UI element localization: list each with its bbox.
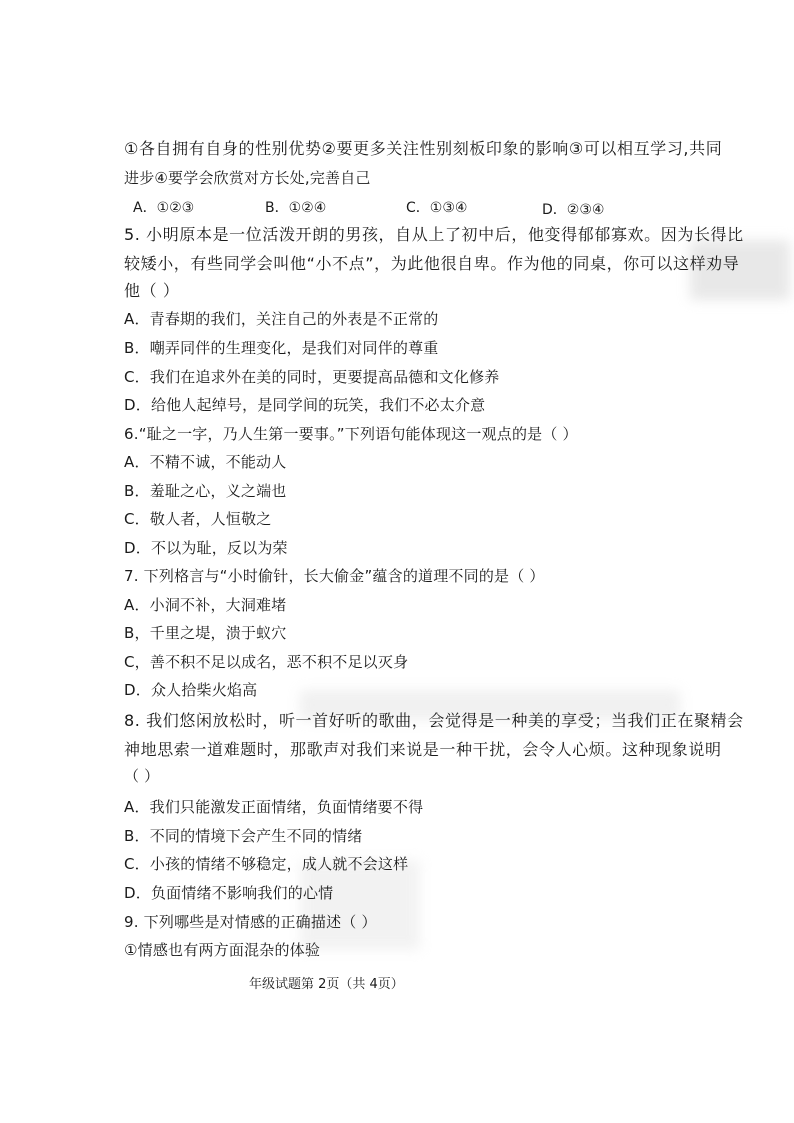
q4-option-c: C．①③④ bbox=[406, 200, 468, 216]
q7-option-d: D．众人拾柴火焰高 bbox=[124, 681, 258, 699]
q5-stem-line1: 5. 小明原本是一位活泼开朗的男孩，自从上了初中后，他变得郁郁寡欢。因为长得比 bbox=[124, 225, 744, 244]
q8-option-a: A．我们只能激发正面情绪，负面情绪要不得 bbox=[124, 798, 424, 816]
q8-option-b: B．不同的情境下会产生不同的情绪 bbox=[124, 827, 363, 845]
q4-option-d: D．②③④ bbox=[542, 202, 605, 218]
q5-stem-line3: 他（ ） bbox=[124, 281, 180, 300]
q7-option-a: A．小洞不补，大洞难堵 bbox=[124, 596, 287, 614]
q5-option-d: D．给他人起绰号，是同学间的玩笑，我们不必太介意 bbox=[124, 396, 486, 414]
page-footer: 年级试题第 2页（共 4页） bbox=[249, 977, 404, 992]
q8-option-c: C．小孩的情绪不够稳定，成人就不会这样 bbox=[124, 855, 409, 873]
q7-stem: 7. 下列格言与“小时偷针，长大偷金”蕴含的道理不同的是（ ） bbox=[124, 567, 545, 585]
q9-stem: 9. 下列哪些是对情感的正确描述（ ） bbox=[124, 913, 377, 931]
q6-option-b: B．羞耻之心，义之端也 bbox=[124, 482, 287, 500]
q6-option-d: D．不以为耻，反以为荣 bbox=[124, 539, 288, 557]
q4-statement-line2: 进步④要学会欣赏对方长处,完善自己 bbox=[124, 169, 371, 187]
q5-option-b: B．嘲弄同伴的生理变化，是我们对同伴的尊重 bbox=[124, 339, 439, 357]
q6-option-c: C．敬人者，人恒敬之 bbox=[124, 510, 272, 528]
q4-statement-line1: ①各自拥有自身的性别优势②要更多关注性别刻板印象的影响③可以相互学习,共同 bbox=[124, 139, 723, 158]
q7-option-c: C，善不积不足以成名，恶不积不足以灭身 bbox=[124, 653, 409, 671]
q7-option-b: B，千里之堤，溃于蚁穴 bbox=[124, 624, 287, 642]
q8-stem-line1: 8. 我们悠闲放松时，听一首好听的歌曲，会觉得是一种美的享受；当我们正在聚精会 bbox=[124, 711, 744, 730]
q5-stem-line2: 较矮小，有些同学会叫他“小不点”，为此他很自卑。作为他的同桌，你可以这样劝导 bbox=[124, 254, 740, 273]
q8-stem-line3: （ ） bbox=[124, 767, 160, 785]
q5-option-a: A．青春期的我们，关注自己的外表是不正常的 bbox=[124, 310, 439, 328]
q4-option-b: B．①②④ bbox=[265, 200, 327, 216]
q8-stem-line2: 神地思索一道难题时，那歌声对我们来说是一种干扰，会令人心烦。这种现象说明 bbox=[124, 740, 722, 759]
q8-option-d: D．负面情绪不影响我们的心情 bbox=[124, 884, 334, 902]
q6-stem: 6.“耻之一字，乃人生第一要事。”下列语句能体现这一观点的是（ ） bbox=[124, 425, 578, 443]
q6-option-a: A．不精不诚，不能动人 bbox=[124, 453, 287, 471]
q9-item-1: ①情感也有两方面混杂的体验 bbox=[124, 941, 321, 959]
q5-option-c: C．我们在追求外在美的同时，更要提高品德和文化修养 bbox=[124, 368, 500, 386]
q4-option-a: A．①②③ bbox=[133, 200, 195, 216]
